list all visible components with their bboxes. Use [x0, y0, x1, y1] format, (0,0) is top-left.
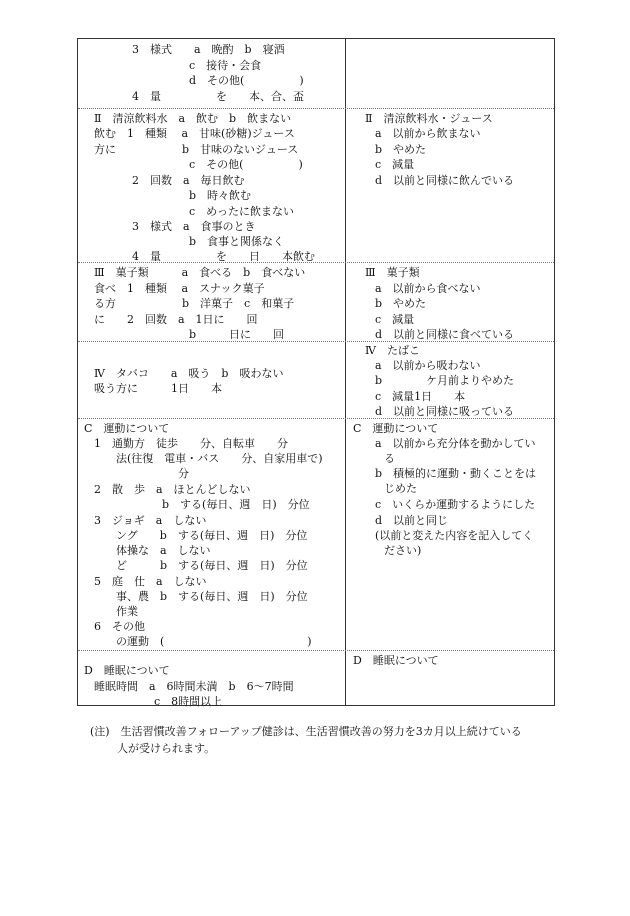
soft-drink-style-row: 3 様式 a 食事のとき [132, 220, 256, 233]
exercise-other-row: 6 その他 [94, 620, 145, 633]
r-tobacco-option-c: c 減量1日 本 [375, 390, 466, 403]
r-soft-drink-heading: Ⅱ 清涼飲料水・ジュース [365, 112, 493, 125]
r-soft-drink-option-c: c 減量 [375, 158, 415, 171]
column-divider [345, 38, 346, 706]
exercise-garden-row: 5 庭 仕 a しない [94, 575, 207, 588]
r-exercise-note-cont: ださい) [384, 544, 422, 557]
r-exercise-option-b-cont: じめた [384, 482, 417, 495]
soft-drink-style-b: b 食事と関係なく [189, 235, 285, 248]
r-soft-drink-option-a: a 以前から飲まない [375, 127, 481, 140]
r-exercise-heading: C 運動について [353, 422, 439, 435]
r-soft-drink-option-d: d 以前と同様に飲んでいる [375, 174, 515, 187]
exercise-commute-row-2: 法(往復 電車・バス 分、自家用車で) [116, 452, 323, 465]
r-exercise-option-d: d 以前と同じ [375, 514, 449, 527]
exercise-gym-row: 体操な a しない [116, 544, 211, 557]
r-tobacco-option-b: b ケ月前よりやめた [375, 374, 515, 387]
soft-drink-type-c: c その他( ) [189, 158, 303, 171]
r-exercise-option-c: c いくらか運動するようにした [375, 498, 536, 511]
r-exercise-option-a-cont: る [384, 452, 395, 465]
soft-drink-amount-row: 4 量 を 日 本飲む [132, 250, 315, 263]
r-exercise-note: (以前と変えた内容を記入してく [375, 529, 534, 542]
row-divider [78, 650, 554, 651]
soft-drink-frequency-row: 2 回数 a 毎日飲む [132, 174, 245, 187]
sleep-heading: D 睡眠について [84, 664, 170, 677]
exercise-gym-row-b: ど b する(毎日、週 日) 分位 [116, 559, 308, 572]
row-divider [78, 108, 554, 109]
exercise-commute-row-3: 分 [178, 467, 189, 480]
r-snack-option-c: c 減量 [375, 313, 415, 326]
r-exercise-option-a: a 以前から充分体を動かしてい [375, 437, 536, 450]
snack-frequency-b: b 日に 回 [189, 328, 285, 341]
snack-frequency-row: に 2 回数 a 1日に 回 [94, 313, 258, 326]
soft-drink-type-row: 飲む 1 種類 a 甘味(砂糖)ジュース [94, 127, 295, 140]
soft-drink-type-row-b: 方に b 甘味のないジュース [94, 143, 299, 156]
footnote-line-1: (注) 生活習慣改善フォローアップ健診は、生活習慣改善の努力を3カ月以上続けている [90, 725, 522, 738]
soft-drink-frequency-b: b 時々飲む [189, 189, 252, 202]
exercise-other-row-b: の運動 ( ) [116, 635, 312, 648]
r-soft-drink-option-b: b やめた [375, 143, 427, 156]
r-sleep-heading: D 睡眠について [353, 654, 439, 667]
soft-drink-heading: Ⅱ 清涼飲料水 a 飲む b 飲まない [94, 112, 292, 125]
footnote-line-2: 人が受けられます。 [117, 742, 216, 755]
alcohol-amount-row: 4 量 を 本、合、盃 [132, 90, 304, 103]
exercise-jog-row-b: ング b する(毎日、週 日) 分位 [116, 529, 308, 542]
exercise-walk-row-b: b する(毎日、週 日) 分位 [162, 498, 310, 511]
alcohol-option-d: d その他( ) [189, 74, 304, 87]
exercise-commute-row: 1 通勤方 徒歩 分、自転車 分 [94, 437, 288, 450]
tobacco-heading: Ⅳ タバコ a 吸う b 吸わない [94, 367, 284, 380]
r-tobacco-option-d: d 以前と同様に吸っている [375, 405, 515, 418]
r-exercise-option-b: b 積極的に運動・動くことをは [375, 467, 537, 480]
r-snack-heading: Ⅲ 菓子類 [365, 266, 420, 279]
soft-drink-frequency-c: c めったに飲まない [189, 205, 295, 218]
exercise-walk-row: 2 散 歩 a ほとんどしない [94, 483, 251, 496]
r-snack-option-b: b やめた [375, 297, 427, 310]
r-snack-option-d: d 以前と同様に食べている [375, 328, 515, 341]
snack-type-row-b: る方 b 洋菓子 c 和菓子 [94, 297, 295, 310]
sleep-hours-row: 睡眠時間 a 6時間未満 b 6〜7時間 [94, 680, 294, 693]
exercise-garden-row-c: 作業 [116, 605, 138, 618]
r-tobacco-option-a: a 以前から吸わない [375, 359, 481, 372]
tobacco-amount-row: 吸う方に 1日 本 [94, 382, 222, 395]
alcohol-style-row: 3 様式 a 晩酌 b 寝酒 [132, 43, 285, 56]
exercise-heading: C 運動について [84, 422, 170, 435]
snack-heading: Ⅲ 菓子類 a 食べる b 食べない [94, 266, 306, 279]
exercise-garden-row-b: 事、農 b する(毎日、週 日) 分位 [116, 590, 308, 603]
snack-type-row: 食べ 1 種類 a スナック菓子 [94, 282, 265, 295]
exercise-jog-row: 3 ジョギ a しない [94, 514, 207, 527]
r-snack-option-a: a 以前から食べない [375, 282, 481, 295]
alcohol-option-c: c 接待・会食 [189, 59, 262, 72]
sleep-hours-row-c: c 8時間以上 [154, 695, 223, 708]
r-tobacco-heading: Ⅳ たばこ [365, 344, 420, 357]
